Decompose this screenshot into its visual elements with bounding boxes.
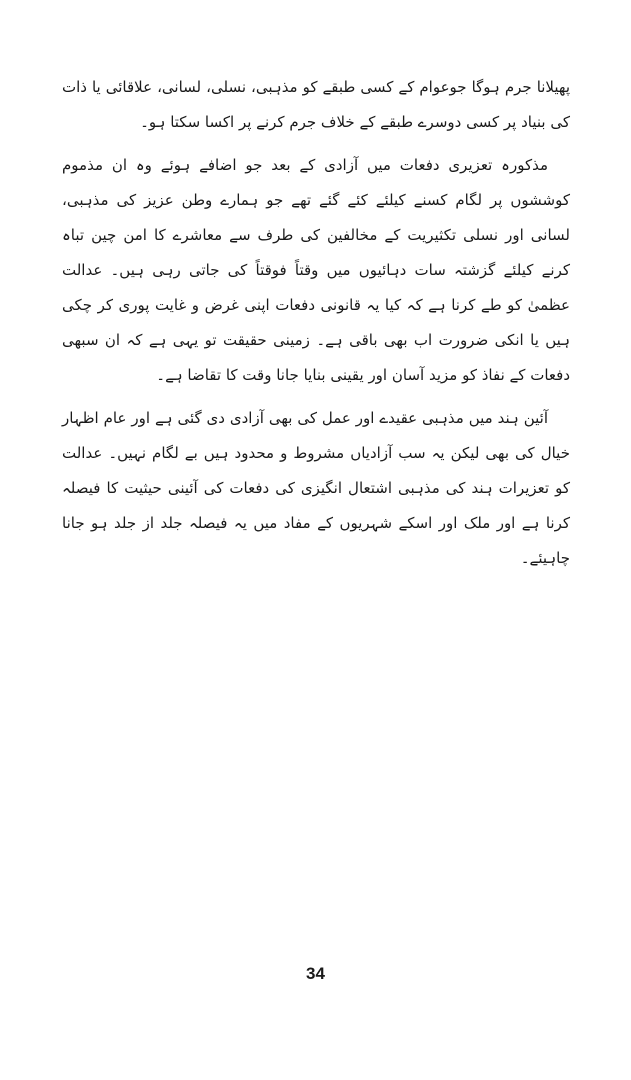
paragraph-continuation: پھیلانا جرم ہوگا جوعوام کے کسی طبقے کو مذہبی، نسلی، لسانی، علاقائی یا ذات کی بنیاد پر کسی دوسرے طبقے کے خلاف جرم کرنے پر اکسا سکتا ہو۔ bbox=[62, 78, 570, 131]
page-number: 34 bbox=[306, 964, 325, 983]
paragraph-constitution: آئین ہند میں مذہبی عقیدے اور عمل کی بھی آزادی دی گئی ہے اور عام اظہار خیال کی بھی لیکن یہ سب آزادیاں مشروط و محدود ہیں بے لگام نہیں۔ عدالت کو تعزیرات ہند کی مذہبی اشتعال انگیزی کی دفعات کی آئینی حیثیت کا فیصلہ کرنا ہے اور ملک اور اسکے شہریوں کے مفاد میں یہ فیصلہ جلد از جلد ہو جانا چاہیئے۔ bbox=[62, 409, 570, 567]
body-text bbox=[62, 70, 570, 584]
paragraph-penal-provisions: مذکورہ تعزیری دفعات میں آزادی کے بعد جو اضافے ہوئے وہ ان مذموم کوششوں پر لگام کسنے کیلئے کئے گئے تھے جو ہمارے وطن عزیز کی مذہبی، لسانی اور نسلی تکثیریت کے مخالفین کی طرف سے معاشرے کا امن چین تباہ کرنے کیلئے گزشتہ سات دہائیوں میں وقتاً فوقتاً کی جاتی رہی ہیں۔ عدالت عظمیٰ کو طے کرنا ہے کہ کیا یہ قانونی دفعات اپنی غرض و غایت پوری کر چکی ہیں یا انکی ضرورت اب بھی باقی ہے۔ زمینی حقیقت تو یہی ہے کہ ان سبھی دفعات کے نفاذ کو مزید آسان اور یقینی بنایا جانا وقت کا تقاضا ہے۔ bbox=[62, 156, 570, 384]
